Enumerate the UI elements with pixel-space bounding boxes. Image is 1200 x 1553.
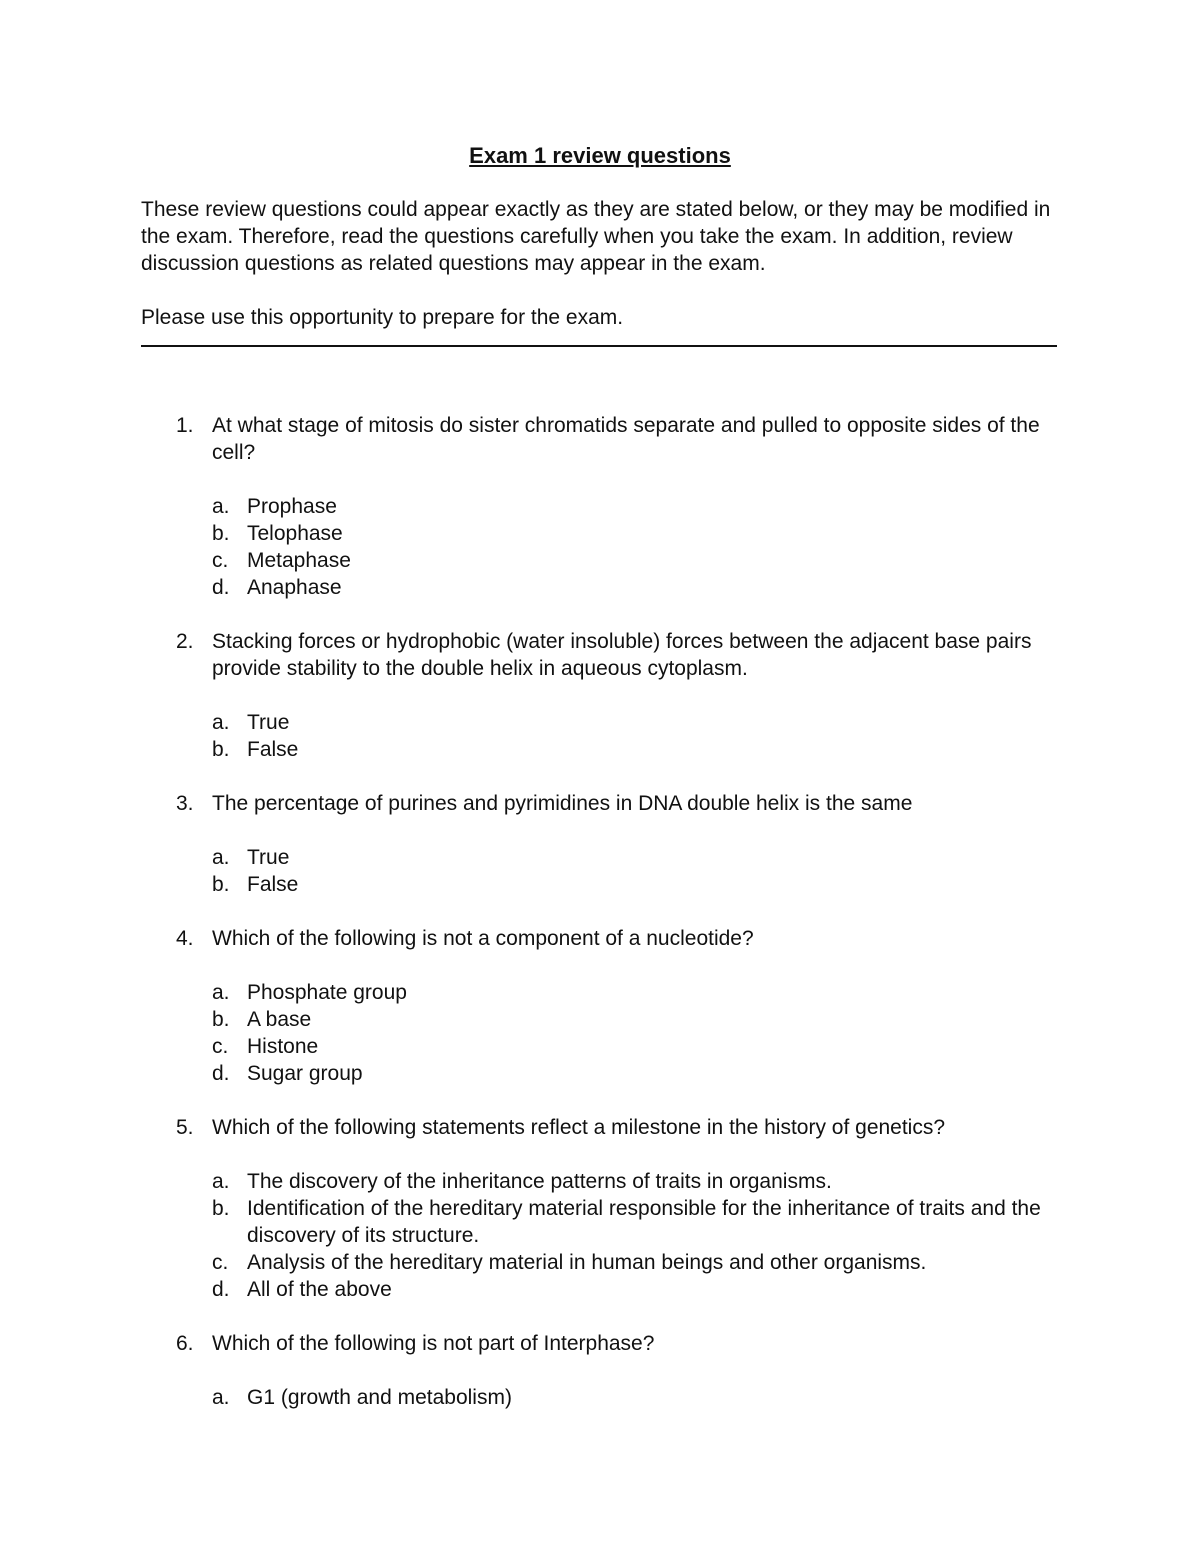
- option-text: Histone: [247, 1035, 319, 1058]
- option-letter: d.: [212, 576, 230, 599]
- option-letter: b.: [212, 738, 230, 761]
- answer-option: [0, 736, 1057, 763]
- option-text: Prophase: [247, 495, 337, 518]
- question-number: 6.: [176, 1332, 194, 1355]
- option-letter: c.: [212, 1251, 229, 1274]
- question-text: Stacking forces or hydrophobic (water insoluble) forces between the adjacent base pairs provide stability to the double helix in aqueous cytoplasm.: [212, 630, 1032, 680]
- option-text: A base: [247, 1008, 312, 1031]
- question-number: 5.: [176, 1116, 194, 1139]
- answer-option: [0, 1060, 1057, 1087]
- question-item: [0, 1114, 1200, 1303]
- answer-option: [0, 574, 1057, 601]
- answer-option: [0, 547, 1057, 574]
- answer-option: [0, 493, 1057, 520]
- answer-option: [0, 1033, 1057, 1060]
- question-item: [0, 790, 1200, 898]
- option-text: Phosphate group: [247, 981, 407, 1004]
- question-stem: [0, 790, 1042, 817]
- question-text: At what stage of mitosis do sister chromatids separate and pulled to opposite sides of the cell?: [212, 414, 1040, 464]
- option-text: True: [247, 711, 290, 734]
- option-text: All of the above: [247, 1278, 392, 1301]
- answer-options: [0, 979, 1200, 1087]
- question-item: [0, 628, 1200, 763]
- question-text: The percentage of purines and pyrimidines in DNA double helix is the same: [212, 792, 913, 815]
- option-letter: a.: [212, 846, 230, 869]
- answer-option: [0, 979, 1057, 1006]
- answer-option: [0, 1195, 1057, 1249]
- option-letter: a.: [212, 711, 230, 734]
- question-stem: [0, 925, 1042, 952]
- answer-option: [0, 1006, 1057, 1033]
- question-item: [0, 925, 1200, 1087]
- option-letter: a.: [212, 495, 230, 518]
- option-letter: b.: [212, 1008, 230, 1031]
- intro-paragraph: Please use this opportunity to prepare for the exam.: [141, 306, 624, 329]
- question-number: 1.: [176, 414, 194, 437]
- option-text: False: [247, 738, 299, 761]
- option-text: True: [247, 846, 290, 869]
- question-stem: [0, 412, 1042, 466]
- page-title: Exam 1 review questions: [469, 143, 731, 168]
- question-stem: [0, 1114, 1042, 1141]
- horizontal-divider: [141, 345, 1057, 347]
- question-text: Which of the following is not part of Interphase?: [212, 1332, 655, 1355]
- option-letter: b.: [212, 1197, 230, 1220]
- option-letter: b.: [212, 522, 230, 545]
- question-number: 3.: [176, 792, 194, 815]
- answer-option: [0, 1276, 1057, 1303]
- option-text: G1 (growth and metabolism): [247, 1386, 512, 1409]
- answer-option: [0, 844, 1057, 871]
- question-item: [0, 1330, 1200, 1411]
- option-text: Metaphase: [247, 549, 351, 572]
- answer-option: [0, 1384, 1057, 1411]
- option-text: Sugar group: [247, 1062, 363, 1085]
- question-stem: [0, 628, 1042, 682]
- option-letter: c.: [212, 549, 229, 572]
- answer-options: [0, 493, 1200, 601]
- option-text: Anaphase: [247, 576, 342, 599]
- question-list: [0, 412, 1200, 1438]
- option-letter: d.: [212, 1278, 230, 1301]
- option-letter: d.: [212, 1062, 230, 1085]
- option-letter: b.: [212, 873, 230, 896]
- intro-paragraph: These review questions could appear exactly as they are stated below, or they may be modified in the exam. Therefore, read the questions carefully when you take the exam. In addition, review discussion questions as related questions may appear in the exam.: [141, 198, 1051, 275]
- answer-options: [0, 844, 1200, 898]
- answer-option: [0, 520, 1057, 547]
- question-number: 2.: [176, 630, 194, 653]
- option-letter: a.: [212, 1170, 230, 1193]
- option-text: Telophase: [247, 522, 343, 545]
- option-letter: a.: [212, 1386, 230, 1409]
- intro-section: [141, 196, 1081, 331]
- question-number: 4.: [176, 927, 194, 950]
- option-text: Identification of the hereditary material responsible for the inheritance of traits and the discovery of its structure.: [247, 1197, 1041, 1247]
- answer-option: [0, 871, 1057, 898]
- question-stem: [0, 1330, 1042, 1357]
- answer-option: [0, 1249, 1057, 1276]
- question-text: Which of the following statements reflect a milestone in the history of genetics?: [212, 1116, 946, 1139]
- option-letter: c.: [212, 1035, 229, 1058]
- question-text: Which of the following is not a component of a nucleotide?: [212, 927, 754, 950]
- option-text: The discovery of the inheritance patterns of traits in organisms.: [247, 1170, 832, 1193]
- answer-option: [0, 709, 1057, 736]
- option-text: False: [247, 873, 299, 896]
- option-letter: a.: [212, 981, 230, 1004]
- question-item: [0, 412, 1200, 601]
- answer-option: [0, 1168, 1057, 1195]
- answer-options: [0, 1384, 1200, 1411]
- option-text: Analysis of the hereditary material in human beings and other organisms.: [247, 1251, 927, 1274]
- answer-options: [0, 709, 1200, 763]
- answer-options: [0, 1168, 1200, 1303]
